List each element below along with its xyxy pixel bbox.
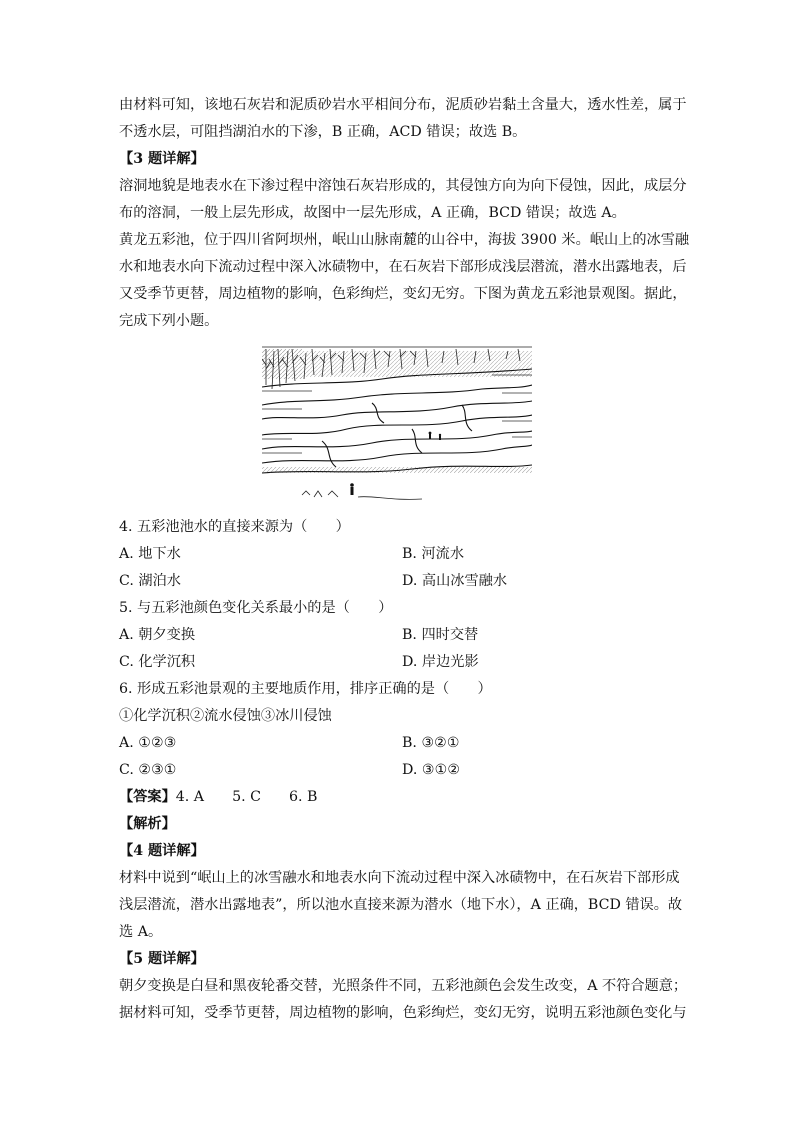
q5-option-a: A. 朝夕变换 (119, 627, 196, 643)
section-heading-q3: 【3 题详解】 (119, 151, 205, 167)
paragraph-line: 选 A。 (119, 924, 163, 940)
q5-option-b: B. 四时交替 (402, 627, 479, 643)
q6-option-a: A. ①②③ (119, 735, 177, 751)
q4-option-a: A. 地下水 (119, 546, 181, 562)
q4-option-b: B. 河流水 (402, 546, 465, 562)
q5-option-c: C. 化学沉积 (119, 654, 196, 670)
question-6-stem: 6. 形成五彩池景观的主要地质作用，排序正确的是（ ） (119, 681, 492, 697)
paragraph-line: 材料中说到“岷山上的冰雪融水和地表水向下流动过程中深入冰碛物中，在石灰岩下部形成 (119, 870, 680, 886)
question-6-items: ①化学沉积②流水侵蚀③冰川侵蚀 (119, 708, 332, 724)
q6-option-b: B. ③②① (402, 735, 460, 751)
question-4-stem: 4. 五彩池池水的直接来源为（ ） (119, 519, 350, 535)
section-heading-q5: 【5 题详解】 (119, 951, 205, 967)
q6-option-c: C. ②③① (119, 762, 177, 778)
q4-option-c: C. 湖泊水 (119, 573, 181, 589)
paragraph-line: 溶洞地貌是地表水在下渗过程中溶蚀石灰岩形成的，其侵蚀方向为向下侵蚀，因此，成层分 (119, 178, 687, 194)
huanglong-pools-figure (262, 345, 532, 508)
q6-option-d: D. ③①② (402, 762, 461, 778)
answer-4: 4. A (175, 789, 205, 805)
paragraph-line: 据材料可知，受季节更替，周边植物的影响，色彩绚烂，变幻无穷，说明五彩池颜色变化与 (119, 1005, 687, 1021)
paragraph-line: 朝夕变换是白昼和黑夜轮番交替，光照条件不同，五彩池颜色会发生改变，A 不符合题意； (119, 978, 688, 994)
paragraph-line: 浅层潜流，潜水出露地表”，所以池水直接来源为潜水（地下水），A 正确，BCD 错误。故 (119, 897, 683, 913)
paragraph-line: 由材料可知，该地石灰岩和泥质砂岩水平相间分布，泥质砂岩黏土含量大，透水性差，属于 (119, 97, 687, 113)
paragraph-line: 完成下列小题。 (119, 313, 219, 329)
q4-option-d: D. 高山冰雪融水 (402, 573, 508, 589)
answer-6: 6. B (288, 789, 318, 805)
paragraph-line: 不透水层，可阻挡湖泊水的下渗，B 正确，ACD 错误；故选 B。 (119, 124, 527, 140)
paragraph-line: 水和地表水向下流动过程中深入冰碛物中，在石灰岩下部形成浅层潜流，潜水出露地表，后 (119, 259, 687, 275)
analysis-label: 【解析】 (119, 816, 176, 832)
answer-5: 5. C (232, 789, 261, 805)
answer-label: 【答案】 (119, 789, 176, 805)
question-5-stem: 5. 与五彩池颜色变化关系最小的是（ ） (119, 600, 393, 616)
q5-option-d: D. 岸边光影 (402, 654, 479, 670)
paragraph-line: 又受季节更替，周边植物的影响，色彩绚烂，变幻无穷。下图为黄龙五彩池景观图。据此， (119, 286, 687, 302)
paragraph-line: 黄龙五彩池，位于四川省阿坝州，岷山山脉南麓的山谷中，海拔 3900 米。岷山上的冰雪融 (119, 232, 690, 248)
paragraph-line: 布的溶洞，一般上层先形成，故图中一层先形成，A 正确，BCD 错误；故选 A。 (119, 205, 626, 221)
answer-line (119, 787, 679, 807)
section-heading-q4: 【4 题详解】 (119, 843, 205, 859)
